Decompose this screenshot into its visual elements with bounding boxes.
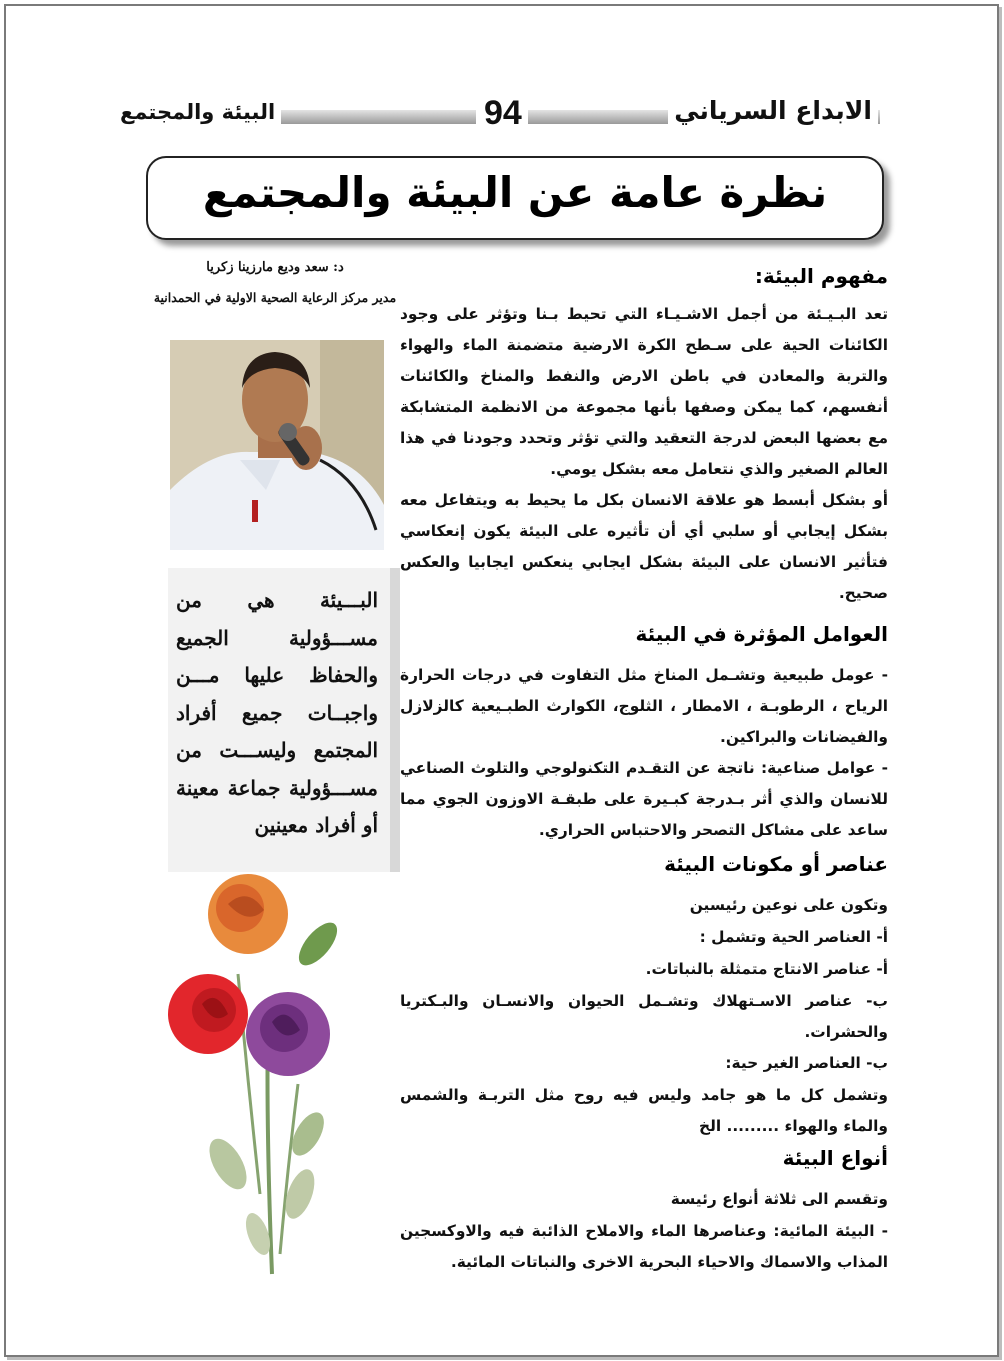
- types-text-2: - البيئة المائية: وعناصرها الماء والاملاح الذائبة فيه والاوكسجين المذاب والاسماك والاحياء البحرية الاخرى والنباتات المائية.: [400, 1222, 888, 1271]
- title-banner: [146, 156, 884, 240]
- heading-components: عناصر أو مكونات البيئة: [664, 852, 888, 876]
- components-text-6: وتشمل كل ما هو جامد وليس فيه روح مثل التربـة والشمس والماء والهواء ......... الخ: [400, 1086, 888, 1135]
- section-name: البيئة والمجتمع: [114, 100, 281, 124]
- components-paragraph-4: [400, 986, 888, 1048]
- page-number: 94: [480, 94, 526, 133]
- concept-text-1: تعد البـيـئة من أجمل الاشـيـاء التي تحيط بـنا وتؤثر على وجود الكائنات الحية على سـطح الكرة الارضية متضمنة الماء والهواء والتربة والمعادن في باطن الارض والنفط والمناخ والكائنات أنفسهم، كما يمكن وصفها بأنها مجموعة من الانظمة المتشابكة مع بعضها البعض لدرجة التعقيد والتي تؤثر وتحدد وجودنا في هذا العالم الصغير والذي نتعامل معه بشكل يومي.: [400, 305, 888, 478]
- components-line-1: وتكون على نوعين رئيسين: [689, 896, 888, 914]
- factors-text-2: - عوامل صناعية: ناتجة عن التقـدم التكنولوجي والتلوث الصناعي للانسان والذي أثر بـدرجة كبـيرة على طبقـة الاوزون الجوي مما ساعد على مشاكل التصحر والاحتباس الحراري.: [400, 759, 888, 839]
- rose-illustration: [168, 864, 368, 1284]
- article-title: نظرة عامة عن البيئة والمجتمع: [202, 168, 828, 217]
- author-photo: [170, 340, 384, 550]
- author-role: مدير مركز الرعاية الصحية الاولية في الحمدانية: [153, 290, 397, 305]
- components-text-4: ب- عناصر الاسـتهلاك وتشـمل الحيوان والانسـان والبـكتريا والحشرات.: [400, 992, 888, 1041]
- magazine-name: الابداع السرياني: [668, 96, 878, 125]
- heading-types: أنواع البيئة: [782, 1146, 888, 1170]
- author-name: د: سعد وديع مارزينا زكريا: [206, 260, 344, 275]
- components-line-3: أ- عناصر الانتاج متمثلة بالنباتات.: [645, 960, 888, 978]
- concept-paragraph-1: [400, 299, 888, 609]
- components-line-2: أ- العناصر الحية وتشمل :: [699, 928, 888, 946]
- types-line-1: وتقسم الى ثلاثة أنواع رئيسة: [670, 1190, 888, 1208]
- factors-paragraphs: [400, 660, 888, 846]
- heading-factors: العوامل المؤثرة في البيئة: [635, 622, 888, 646]
- pull-quote: [168, 568, 400, 872]
- pull-quote-text: البـــيئة هي من مســـؤولية الجميع والحفاظ عليها مـــن واجبــات جميع أفراد المجتمع وليســـت من مســـؤولية جماعة معينة أو أفراد معينين: [176, 588, 378, 837]
- concept-text-2: أو بشكل أبسط هو علاقة الانسان بكل ما يحيط به ويتفاعل معه بشكل إيجابي أو سلبي أي أن تأثيره على البيئة يكون إنعكاسي فتأثير الانسان على البيئة بشكل ايجابي ينعكس ايجابيا والعكس صحيح.: [400, 491, 888, 602]
- factors-text-1: - عومل طبيعية وتشـمل المناخ مثل التفاوت في درجات الحرارة الرياح ، الرطوبـة ، الامطار ، الثلوج، الكوارث الطبـيعية كالزلازل والفيضانات والبراكين.: [400, 666, 888, 746]
- types-paragraph-2: [400, 1216, 888, 1278]
- components-line-5: ب- العناصر الغير حية:: [725, 1054, 888, 1072]
- heading-concept: مفهوم البيئة:: [754, 264, 888, 288]
- components-paragraph-6: [400, 1080, 888, 1142]
